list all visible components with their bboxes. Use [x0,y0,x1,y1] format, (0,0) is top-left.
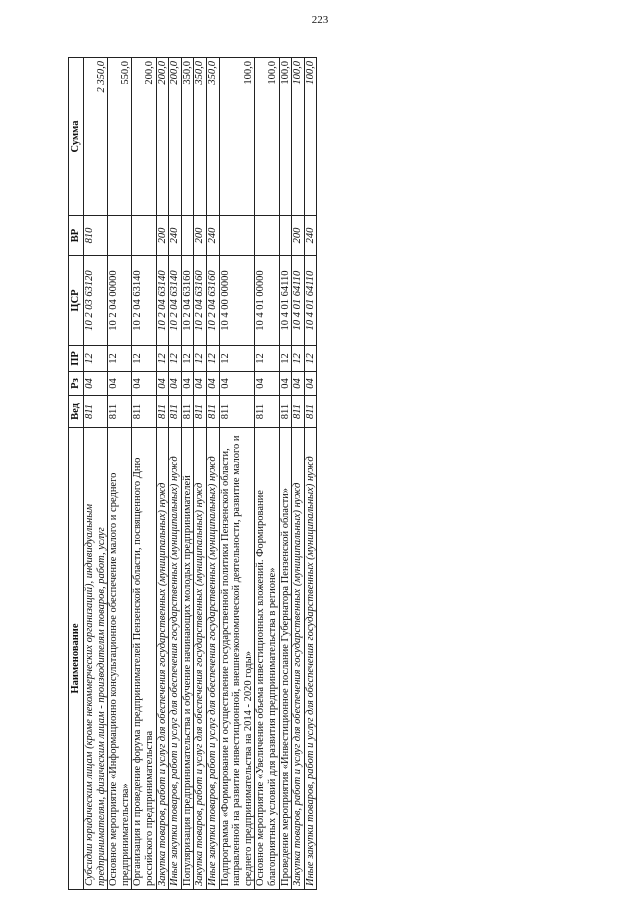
cell-csr: 10 4 01 64110 [279,256,292,346]
cell-ved: 811 [132,396,156,428]
cell-rz: 04 [279,372,292,396]
cell-vr [132,216,156,256]
cell-pr: 12 [206,346,219,372]
cell-vr [108,216,132,256]
cell-ved: 811 [292,396,305,428]
table-row [206,58,219,890]
cell-rz: 04 [206,372,219,396]
cell-rz: 04 [219,372,255,396]
table-row [108,58,132,890]
cell-name: Иные закупки товаров, работ и услуг для обеспечения государственных (муниципальных) нужд [304,428,317,890]
cell-name: Иные закупки товаров, работ и услуг для обеспечения государственных (муниципальных) нужд [169,428,182,890]
cell-ved: 811 [279,396,292,428]
cell-ved: 811 [169,396,182,428]
cell-csr: 10 2 04 63160 [206,256,219,346]
cell-rz: 04 [194,372,207,396]
cell-name: Иные закупки товаров, работ и услуг для обеспечения государственных (муниципальных) нужд [206,428,219,890]
cell-rz: 04 [169,372,182,396]
cell-sum: 100,0 [279,58,292,216]
cell-sum: 200,0 [132,58,156,216]
cell-csr: 10 4 01 00000 [255,256,279,346]
cell-pr: 12 [304,346,317,372]
budget-table [68,57,317,890]
cell-name: Закупка товаров, работ и услуг для обеспечения государственных (муниципальных) нужд [156,428,169,890]
table-row [279,58,292,890]
cell-sum: 100,0 [219,58,255,216]
page-number: 223 [311,14,329,26]
cell-vr: 240 [206,216,219,256]
cell-vr [219,216,255,256]
cell-vr: 200 [156,216,169,256]
cell-sum: 350,0 [181,58,194,216]
header-csr: ЦСР [69,256,84,346]
cell-csr: 10 4 01 64110 [304,256,317,346]
cell-ved: 811 [156,396,169,428]
cell-vr: 810 [84,216,108,256]
cell-ved: 811 [304,396,317,428]
cell-pr: 12 [156,346,169,372]
cell-sum: 200,0 [156,58,169,216]
cell-sum: 2 350,0 [84,58,108,216]
header-pr: ПР [69,346,84,372]
table-row [304,58,317,890]
table-row [219,58,255,890]
cell-vr: 240 [169,216,182,256]
cell-pr: 12 [292,346,305,372]
cell-ved: 811 [194,396,207,428]
cell-vr: 240 [304,216,317,256]
cell-pr: 12 [279,346,292,372]
cell-csr: 10 2 04 63140 [169,256,182,346]
table-header-row [69,58,84,890]
cell-sum: 100,0 [304,58,317,216]
budget-table-sheet [68,58,628,890]
cell-pr: 12 [132,346,156,372]
cell-ved: 811 [255,396,279,428]
cell-rz: 04 [156,372,169,396]
cell-pr: 12 [169,346,182,372]
header-name: Наименование [69,428,84,890]
cell-vr [279,216,292,256]
cell-pr: 12 [255,346,279,372]
cell-vr [181,216,194,256]
table-row [156,58,169,890]
cell-sum: 350,0 [206,58,219,216]
cell-csr: 10 4 01 64110 [292,256,305,346]
cell-name: Субсидии юридическим лицам (кроме некоммерческих организаций), индивидуальным предпринимателям, физическим лицам - производителям товаров, работ, услуг [84,428,108,890]
table-row [169,58,182,890]
table-row [194,58,207,890]
table-body [84,58,317,890]
cell-rz: 04 [304,372,317,396]
cell-ved: 811 [219,396,255,428]
cell-csr: 10 2 04 63160 [194,256,207,346]
cell-rz: 04 [108,372,132,396]
cell-sum: 100,0 [255,58,279,216]
cell-name: Популяризация предпринимательства и обучение начинающих молодых предпринимателей [181,428,194,890]
cell-csr: 10 2 04 63140 [156,256,169,346]
cell-name: Закупка товаров, работ и услуг для обеспечения государственных (муниципальных) нужд [194,428,207,890]
cell-rz: 04 [181,372,194,396]
cell-csr: 10 2 03 63120 [84,256,108,346]
cell-rz: 04 [255,372,279,396]
header-ved: Вед [69,396,84,428]
cell-sum: 100,0 [292,58,305,216]
cell-ved: 811 [206,396,219,428]
cell-pr: 12 [108,346,132,372]
cell-name: Закупка товаров, работ и услуг для обеспечения государственных (муниципальных) нужд [292,428,305,890]
table-row [255,58,279,890]
cell-vr: 200 [292,216,305,256]
cell-csr: 10 2 04 63160 [181,256,194,346]
cell-sum: 550,0 [108,58,132,216]
cell-name: Организация и проведение форума предпринимателей Пензенской области, посвященного Дню российского предпринимательства [132,428,156,890]
table-row [84,58,108,890]
cell-vr: 200 [194,216,207,256]
cell-pr: 12 [219,346,255,372]
cell-csr: 10 4 00 00000 [219,256,255,346]
header-vr: ВР [69,216,84,256]
cell-ved: 811 [108,396,132,428]
table-row [292,58,305,890]
cell-rz: 04 [132,372,156,396]
cell-sum: 350,0 [194,58,207,216]
cell-rz: 04 [292,372,305,396]
cell-vr [255,216,279,256]
header-rz: Рз [69,372,84,396]
header-sum: Сумма [69,58,84,216]
cell-ved: 811 [181,396,194,428]
cell-csr: 10 2 04 63140 [132,256,156,346]
cell-sum: 200,0 [169,58,182,216]
cell-name: Проведение мероприятия «Инвестиционное послание Губернатора Пензенской области» [279,428,292,890]
table-row [132,58,156,890]
cell-ved: 811 [84,396,108,428]
cell-name: Основное мероприятие «Увеличение объема инвестиционных вложений. Формирование благоприятных условий для развития предпринимательства в регионе» [255,428,279,890]
table-row [181,58,194,890]
cell-name: Подпрограмма «Формирование и осуществление государственной политики Пензенской области, направленной на развитие инвестиционной, внешнеэкономической деятельности, развитие малого и среднего предпринимательства на 2014 - 2020 годы» [219,428,255,890]
cell-pr: 12 [84,346,108,372]
cell-csr: 10 2 04 00000 [108,256,132,346]
cell-pr: 12 [194,346,207,372]
cell-name: Основное мероприятие «Информационно консультационное обеспечение малого и среднего предпринимательства» [108,428,132,890]
cell-rz: 04 [84,372,108,396]
cell-pr: 12 [181,346,194,372]
